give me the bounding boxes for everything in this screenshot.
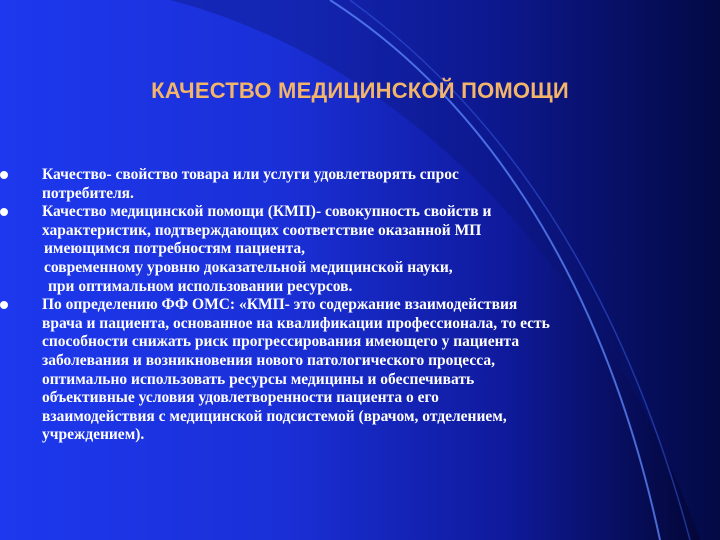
text-line: оптимально использовать ресурсы медицины и обеспечивать	[42, 370, 475, 388]
bullet-icon	[0, 301, 8, 309]
text-line: врача и пациента, основанное на квалификации профессионала, то есть	[42, 314, 550, 332]
bullet-item	[0, 203, 700, 296]
text-line: потребителя.	[42, 184, 134, 202]
text-line: объективные условия удовлетворенности пациента о его	[42, 389, 439, 407]
bullet-icon	[0, 171, 8, 179]
text-line: современному уровню доказательной медицинской науки,	[44, 258, 453, 276]
text-line: Качество медицинской помощи (КМП)- совокупность свойств и	[42, 203, 492, 221]
bullet-item	[0, 166, 700, 203]
bullet-list	[0, 166, 700, 445]
text-line: способности снижать риск прогрессирования имеющего у пациента	[42, 333, 520, 351]
text-line: при оптимальном использовании ресурсов.	[48, 277, 353, 295]
bullet-item	[0, 296, 700, 445]
text-line: учреждением).	[42, 426, 145, 444]
bullet-icon	[0, 208, 8, 216]
text-line: имеющимся потребностям пациента,	[44, 240, 306, 258]
text-line: Качество- свойство товара или услуги удовлетворять спрос	[42, 166, 459, 183]
slide-title: КАЧЕСТВО МЕДИЦИНСКОЙ ПОМОЩИ	[151, 78, 569, 103]
text-line: заболевания и возникновения нового патологического процесса,	[42, 351, 495, 369]
text-line: характеристик, подтверждающих соответствие оказанной МП	[42, 221, 482, 239]
text-line: По определению ФФ ОМС: «КМП- это содержание взаимодействия	[42, 296, 518, 314]
text-line: взаимодействия с медицинской подсистемой (врачом, отделением,	[42, 407, 507, 425]
